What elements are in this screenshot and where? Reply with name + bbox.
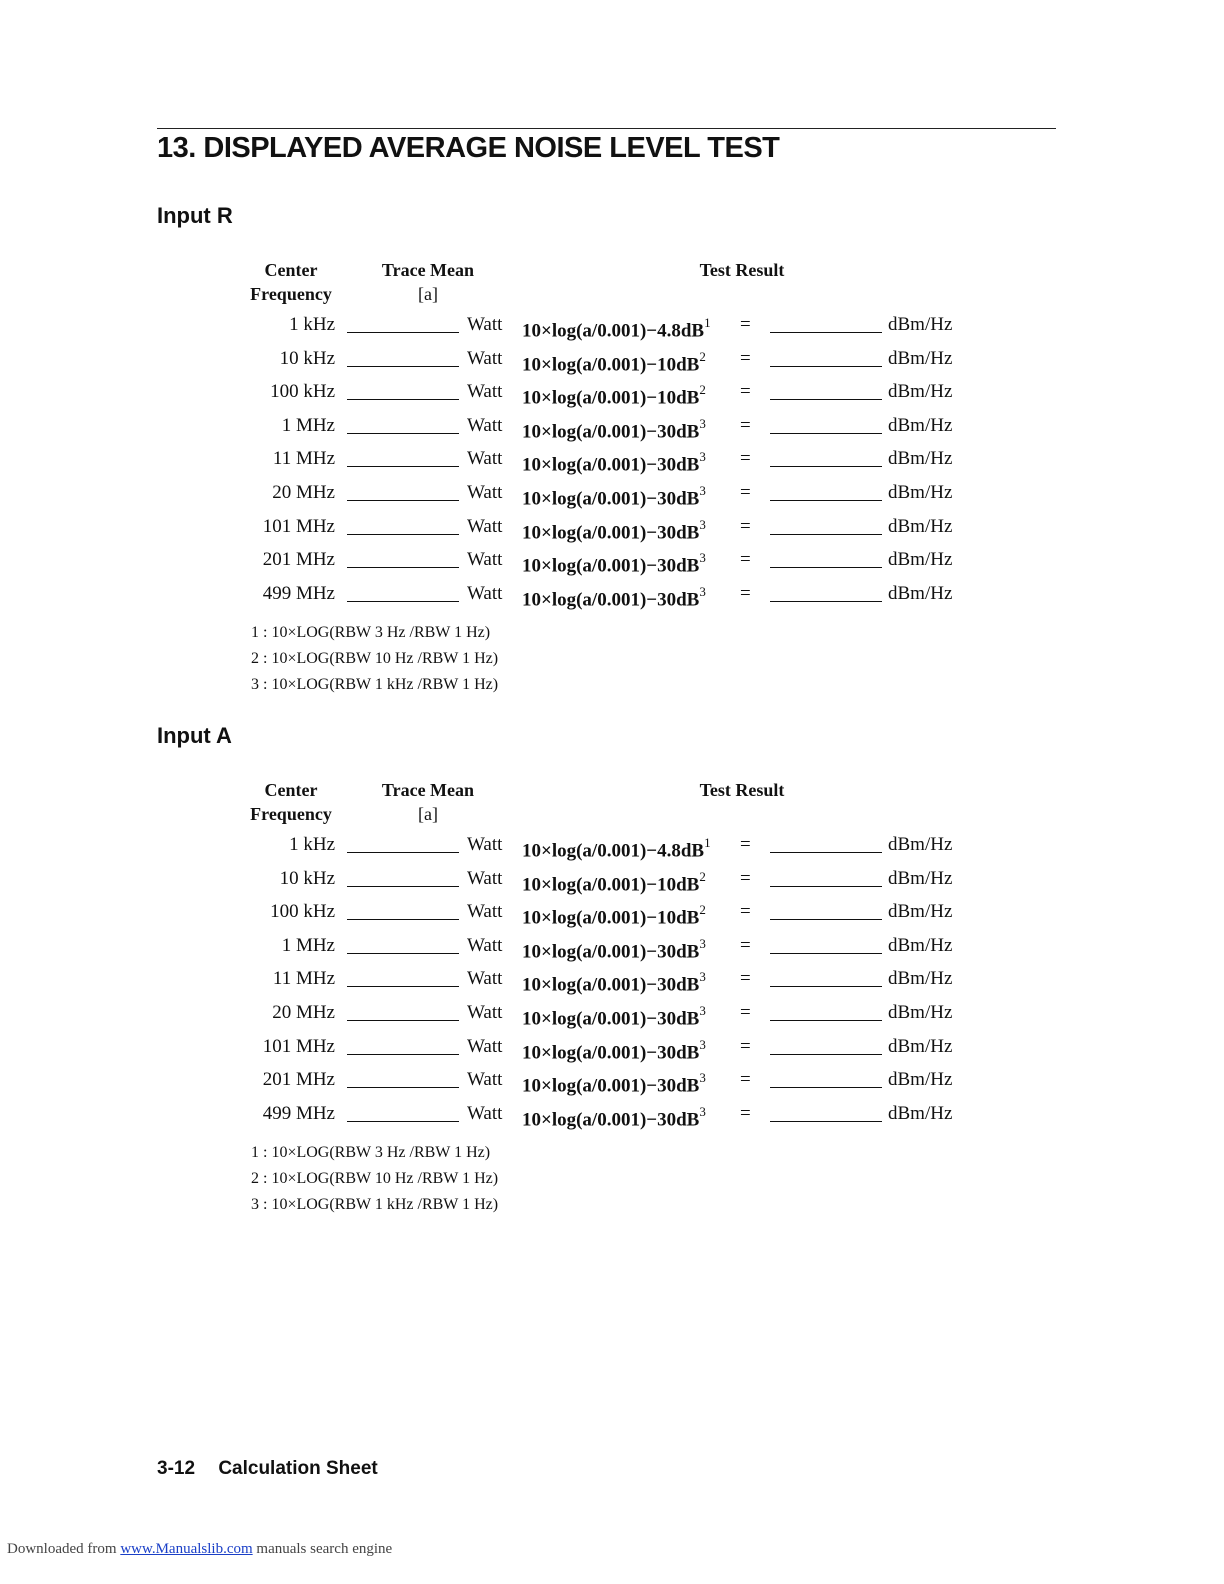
table-row (0, 1063, 1224, 1097)
equals-sign: = (740, 549, 751, 571)
trace-mean-blank[interactable] (347, 852, 459, 853)
header-test-result: Test Result (699, 260, 785, 280)
trace-mean-unit: Watt (467, 414, 503, 436)
equals-sign: = (740, 314, 751, 335)
equals-sign: = (740, 901, 751, 923)
footnote: 2 : 10×LOG(RBW 10 Hz /RBW 1 Hz) (251, 650, 499, 668)
result-formula: $10\times\log(a/0.001)-30dB^3$ (522, 483, 706, 510)
footnote: 1 : 10×LOG(RBW 3 Hz /RBW 1 Hz) (251, 624, 491, 642)
trace-mean-blank[interactable] (347, 567, 459, 568)
result-formula: $10\times\log(a/0.001)-30dB^3$ (522, 415, 706, 443)
test-result-blank[interactable] (770, 601, 882, 602)
download-credit (7, 1541, 392, 1558)
section-title-input-r: Input R (157, 203, 233, 228)
page-number: 3-12 (157, 1458, 196, 1479)
result-formula: $10\times\log(a/0.001)-10dB^2$ (522, 382, 706, 409)
trace-mean-unit: Watt (467, 968, 503, 990)
result-formula: $10\times\log(a/0.001)-10dB^2$ (522, 868, 706, 895)
header-center-frequency: Center Frequency (250, 780, 332, 824)
footnote-ref: 3 (699, 935, 706, 951)
equals-sign: = (740, 582, 751, 604)
footnote-ref: 3 (699, 550, 706, 566)
center-frequency: 100 kHz (270, 381, 335, 403)
test-result-blank[interactable] (770, 433, 882, 434)
center-frequency: 499 MHz (262, 582, 335, 604)
result-formula: $10\times\log(a/0.001)-4.8dB^1$ (522, 315, 711, 342)
test-result-unit: dBm/Hz (888, 381, 953, 403)
table-row (0, 510, 1224, 544)
trace-mean-unit: Watt (467, 448, 503, 470)
table-row (0, 543, 1224, 577)
test-result-unit: dBm/Hz (888, 482, 953, 503)
footnote-ref: 3 (699, 1003, 706, 1018)
footnote-ref: 3 (699, 483, 706, 498)
test-result-unit: dBm/Hz (888, 867, 953, 889)
header-center-frequency: Center Frequency (250, 260, 332, 304)
table-row (0, 1097, 1224, 1131)
equals-sign: = (740, 515, 751, 537)
table-row (0, 375, 1224, 409)
test-result-unit: dBm/Hz (888, 347, 953, 369)
footnote-ref: 2 (699, 868, 706, 884)
table-row (0, 476, 1224, 510)
test-result-blank[interactable] (770, 852, 882, 853)
trace-mean-unit: Watt (467, 901, 503, 923)
footnote: 1 : 10×LOG(RBW 3 Hz /RBW 1 Hz) (251, 1144, 491, 1162)
test-result-blank[interactable] (770, 399, 882, 400)
footnote-ref: 3 (699, 449, 706, 465)
trace-mean-unit: Watt (467, 482, 503, 503)
title-rule (157, 128, 1056, 129)
test-result-unit: dBm/Hz (888, 968, 953, 990)
header-test-result: Test Result (699, 780, 785, 800)
test-result-unit: dBm/Hz (888, 414, 953, 436)
table-row (0, 996, 1224, 1030)
table-row (0, 828, 1224, 862)
trace-mean-blank[interactable] (347, 399, 459, 400)
equals-sign: = (740, 1102, 751, 1124)
table-row (0, 929, 1224, 963)
test-result-blank[interactable] (770, 500, 882, 501)
table-row (0, 862, 1224, 896)
test-result-blank[interactable] (770, 886, 882, 887)
footnote-ref: 2 (699, 902, 706, 918)
center-frequency: 20 MHz (272, 482, 335, 503)
footnote-ref: 3 (699, 516, 706, 532)
test-result-blank[interactable] (770, 332, 882, 333)
equals-sign: = (740, 934, 751, 956)
center-frequency: 101 MHz (262, 515, 335, 537)
center-frequency: 10 kHz (279, 347, 335, 369)
result-formula: $10\times\log(a/0.001)-30dB^3$ (522, 449, 706, 476)
credit-prefix: Downloaded from (7, 1541, 117, 1557)
table-row (0, 1030, 1224, 1064)
page-title: 13. DISPLAYED AVERAGE NOISE LEVEL TEST (157, 132, 780, 164)
center-frequency: 201 MHz (262, 549, 335, 571)
center-frequency: 10 kHz (279, 867, 335, 889)
test-result-blank[interactable] (770, 466, 882, 467)
table-row (0, 962, 1224, 996)
trace-mean-blank[interactable] (347, 534, 459, 535)
result-formula: $10\times\log(a/0.001)-30dB^3$ (522, 516, 706, 543)
credit-suffix: manuals search engine (256, 1541, 393, 1557)
equals-sign: = (740, 381, 751, 403)
trace-mean-unit: Watt (467, 347, 503, 369)
trace-mean-blank[interactable] (347, 1121, 459, 1122)
test-result-blank[interactable] (770, 1054, 882, 1055)
test-result-unit: dBm/Hz (888, 1069, 953, 1091)
trace-mean-unit: Watt (467, 834, 503, 855)
trace-mean-unit: Watt (467, 1002, 503, 1023)
trace-mean-unit: Watt (467, 867, 503, 889)
table-row (0, 442, 1224, 476)
footnote-ref: 1 (704, 835, 711, 850)
center-frequency: 11 MHz (272, 448, 335, 470)
trace-mean-unit: Watt (467, 934, 503, 956)
footnote: 3 : 10×LOG(RBW 1 kHz /RBW 1 Hz) (251, 676, 499, 694)
trace-mean-blank[interactable] (347, 1020, 459, 1021)
equals-sign: = (740, 867, 751, 889)
test-result-unit: dBm/Hz (888, 448, 953, 470)
footnote-ref: 3 (699, 1036, 706, 1052)
footnote-ref: 2 (699, 382, 706, 398)
trace-mean-unit: Watt (467, 1102, 503, 1124)
equals-sign: = (740, 1035, 751, 1057)
center-frequency: 1 kHz (289, 314, 335, 335)
equals-sign: = (740, 1069, 751, 1091)
trace-mean-unit: Watt (467, 1035, 503, 1057)
page-footer (157, 1458, 378, 1480)
table-row (0, 342, 1224, 376)
test-result-blank[interactable] (770, 1121, 882, 1122)
test-result-unit: dBm/Hz (888, 515, 953, 537)
footnote: 3 : 10×LOG(RBW 1 kHz /RBW 1 Hz) (251, 1196, 499, 1214)
equals-sign: = (740, 1002, 751, 1023)
equals-sign: = (740, 482, 751, 503)
manualslib-link[interactable]: www.Manualslib.com (120, 1541, 253, 1557)
trace-mean-blank[interactable] (347, 466, 459, 467)
result-formula: $10\times\log(a/0.001)-30dB^3$ (522, 969, 706, 996)
trace-mean-blank[interactable] (347, 500, 459, 501)
test-result-blank[interactable] (770, 1020, 882, 1021)
test-result-unit: dBm/Hz (888, 934, 953, 956)
test-result-blank[interactable] (770, 1087, 882, 1088)
equals-sign: = (740, 448, 751, 470)
result-formula: $10\times\log(a/0.001)-30dB^3$ (522, 1103, 706, 1131)
test-result-blank[interactable] (770, 919, 882, 920)
trace-mean-blank[interactable] (347, 433, 459, 434)
center-frequency: 499 MHz (262, 1102, 335, 1124)
result-formula: $10\times\log(a/0.001)-30dB^3$ (522, 583, 706, 611)
trace-mean-blank[interactable] (347, 953, 459, 954)
test-result-blank[interactable] (770, 953, 882, 954)
table-row (0, 409, 1224, 443)
trace-mean-blank[interactable] (347, 601, 459, 602)
result-formula: $10\times\log(a/0.001)-4.8dB^1$ (522, 835, 711, 862)
trace-mean-unit: Watt (467, 381, 503, 403)
center-frequency: 201 MHz (262, 1069, 335, 1091)
test-result-blank[interactable] (770, 366, 882, 367)
footnote-ref: 3 (699, 969, 706, 985)
equals-sign: = (740, 968, 751, 990)
trace-mean-blank[interactable] (347, 886, 459, 887)
footnote-ref: 3 (699, 583, 706, 599)
test-result-unit: dBm/Hz (888, 901, 953, 923)
test-result-unit: dBm/Hz (888, 834, 953, 855)
trace-mean-unit: Watt (467, 549, 503, 571)
trace-mean-blank[interactable] (347, 919, 459, 920)
trace-mean-blank[interactable] (347, 332, 459, 333)
trace-mean-unit: Watt (467, 515, 503, 537)
test-result-unit: dBm/Hz (888, 1002, 953, 1023)
trace-mean-blank[interactable] (347, 1087, 459, 1088)
trace-mean-blank[interactable] (347, 366, 459, 367)
trace-mean-blank[interactable] (347, 1054, 459, 1055)
center-frequency: 100 kHz (270, 901, 335, 923)
footnote-ref: 2 (699, 348, 706, 364)
section-title-input-a: Input A (157, 723, 232, 748)
test-result-unit: dBm/Hz (888, 1035, 953, 1057)
trace-mean-unit: Watt (467, 1069, 503, 1091)
test-result-unit: dBm/Hz (888, 1102, 953, 1124)
center-frequency: 1 kHz (289, 834, 335, 855)
result-formula: $10\times\log(a/0.001)-30dB^3$ (522, 1070, 706, 1097)
result-formula: $10\times\log(a/0.001)-10dB^2$ (522, 902, 706, 929)
result-formula: $10\times\log(a/0.001)-30dB^3$ (522, 550, 706, 577)
center-frequency: 20 MHz (272, 1002, 335, 1023)
center-frequency: 101 MHz (262, 1035, 335, 1057)
test-result-blank[interactable] (770, 567, 882, 568)
center-frequency: 11 MHz (272, 968, 335, 990)
table-row (0, 895, 1224, 929)
test-result-blank[interactable] (770, 534, 882, 535)
footer-section-name: Calculation Sheet (218, 1458, 378, 1479)
result-formula: $10\times\log(a/0.001)-10dB^2$ (522, 348, 706, 375)
equals-sign: = (740, 414, 751, 436)
center-frequency: 1 MHz (281, 414, 335, 436)
result-formula: $10\times\log(a/0.001)-30dB^3$ (522, 935, 706, 963)
test-result-unit: dBm/Hz (888, 549, 953, 571)
test-result-unit: dBm/Hz (888, 314, 953, 335)
footnote-ref: 1 (704, 315, 711, 330)
trace-mean-blank[interactable] (347, 986, 459, 987)
table-row (0, 577, 1224, 611)
equals-sign: = (740, 347, 751, 369)
footnote: 2 : 10×LOG(RBW 10 Hz /RBW 1 Hz) (251, 1170, 499, 1188)
center-frequency: 1 MHz (281, 934, 335, 956)
footnote-ref: 3 (699, 415, 706, 431)
result-formula: $10\times\log(a/0.001)-30dB^3$ (522, 1003, 706, 1030)
test-result-blank[interactable] (770, 986, 882, 987)
header-trace-mean: Trace Mean [a] (381, 260, 475, 304)
header-trace-mean: Trace Mean [a] (381, 780, 475, 824)
table-row (0, 308, 1224, 342)
trace-mean-unit: Watt (467, 582, 503, 604)
equals-sign: = (740, 834, 751, 855)
footnote-ref: 3 (699, 1070, 706, 1086)
footnote-ref: 3 (699, 1103, 706, 1119)
result-formula: $10\times\log(a/0.001)-30dB^3$ (522, 1036, 706, 1063)
test-result-unit: dBm/Hz (888, 582, 953, 604)
trace-mean-unit: Watt (467, 314, 503, 335)
